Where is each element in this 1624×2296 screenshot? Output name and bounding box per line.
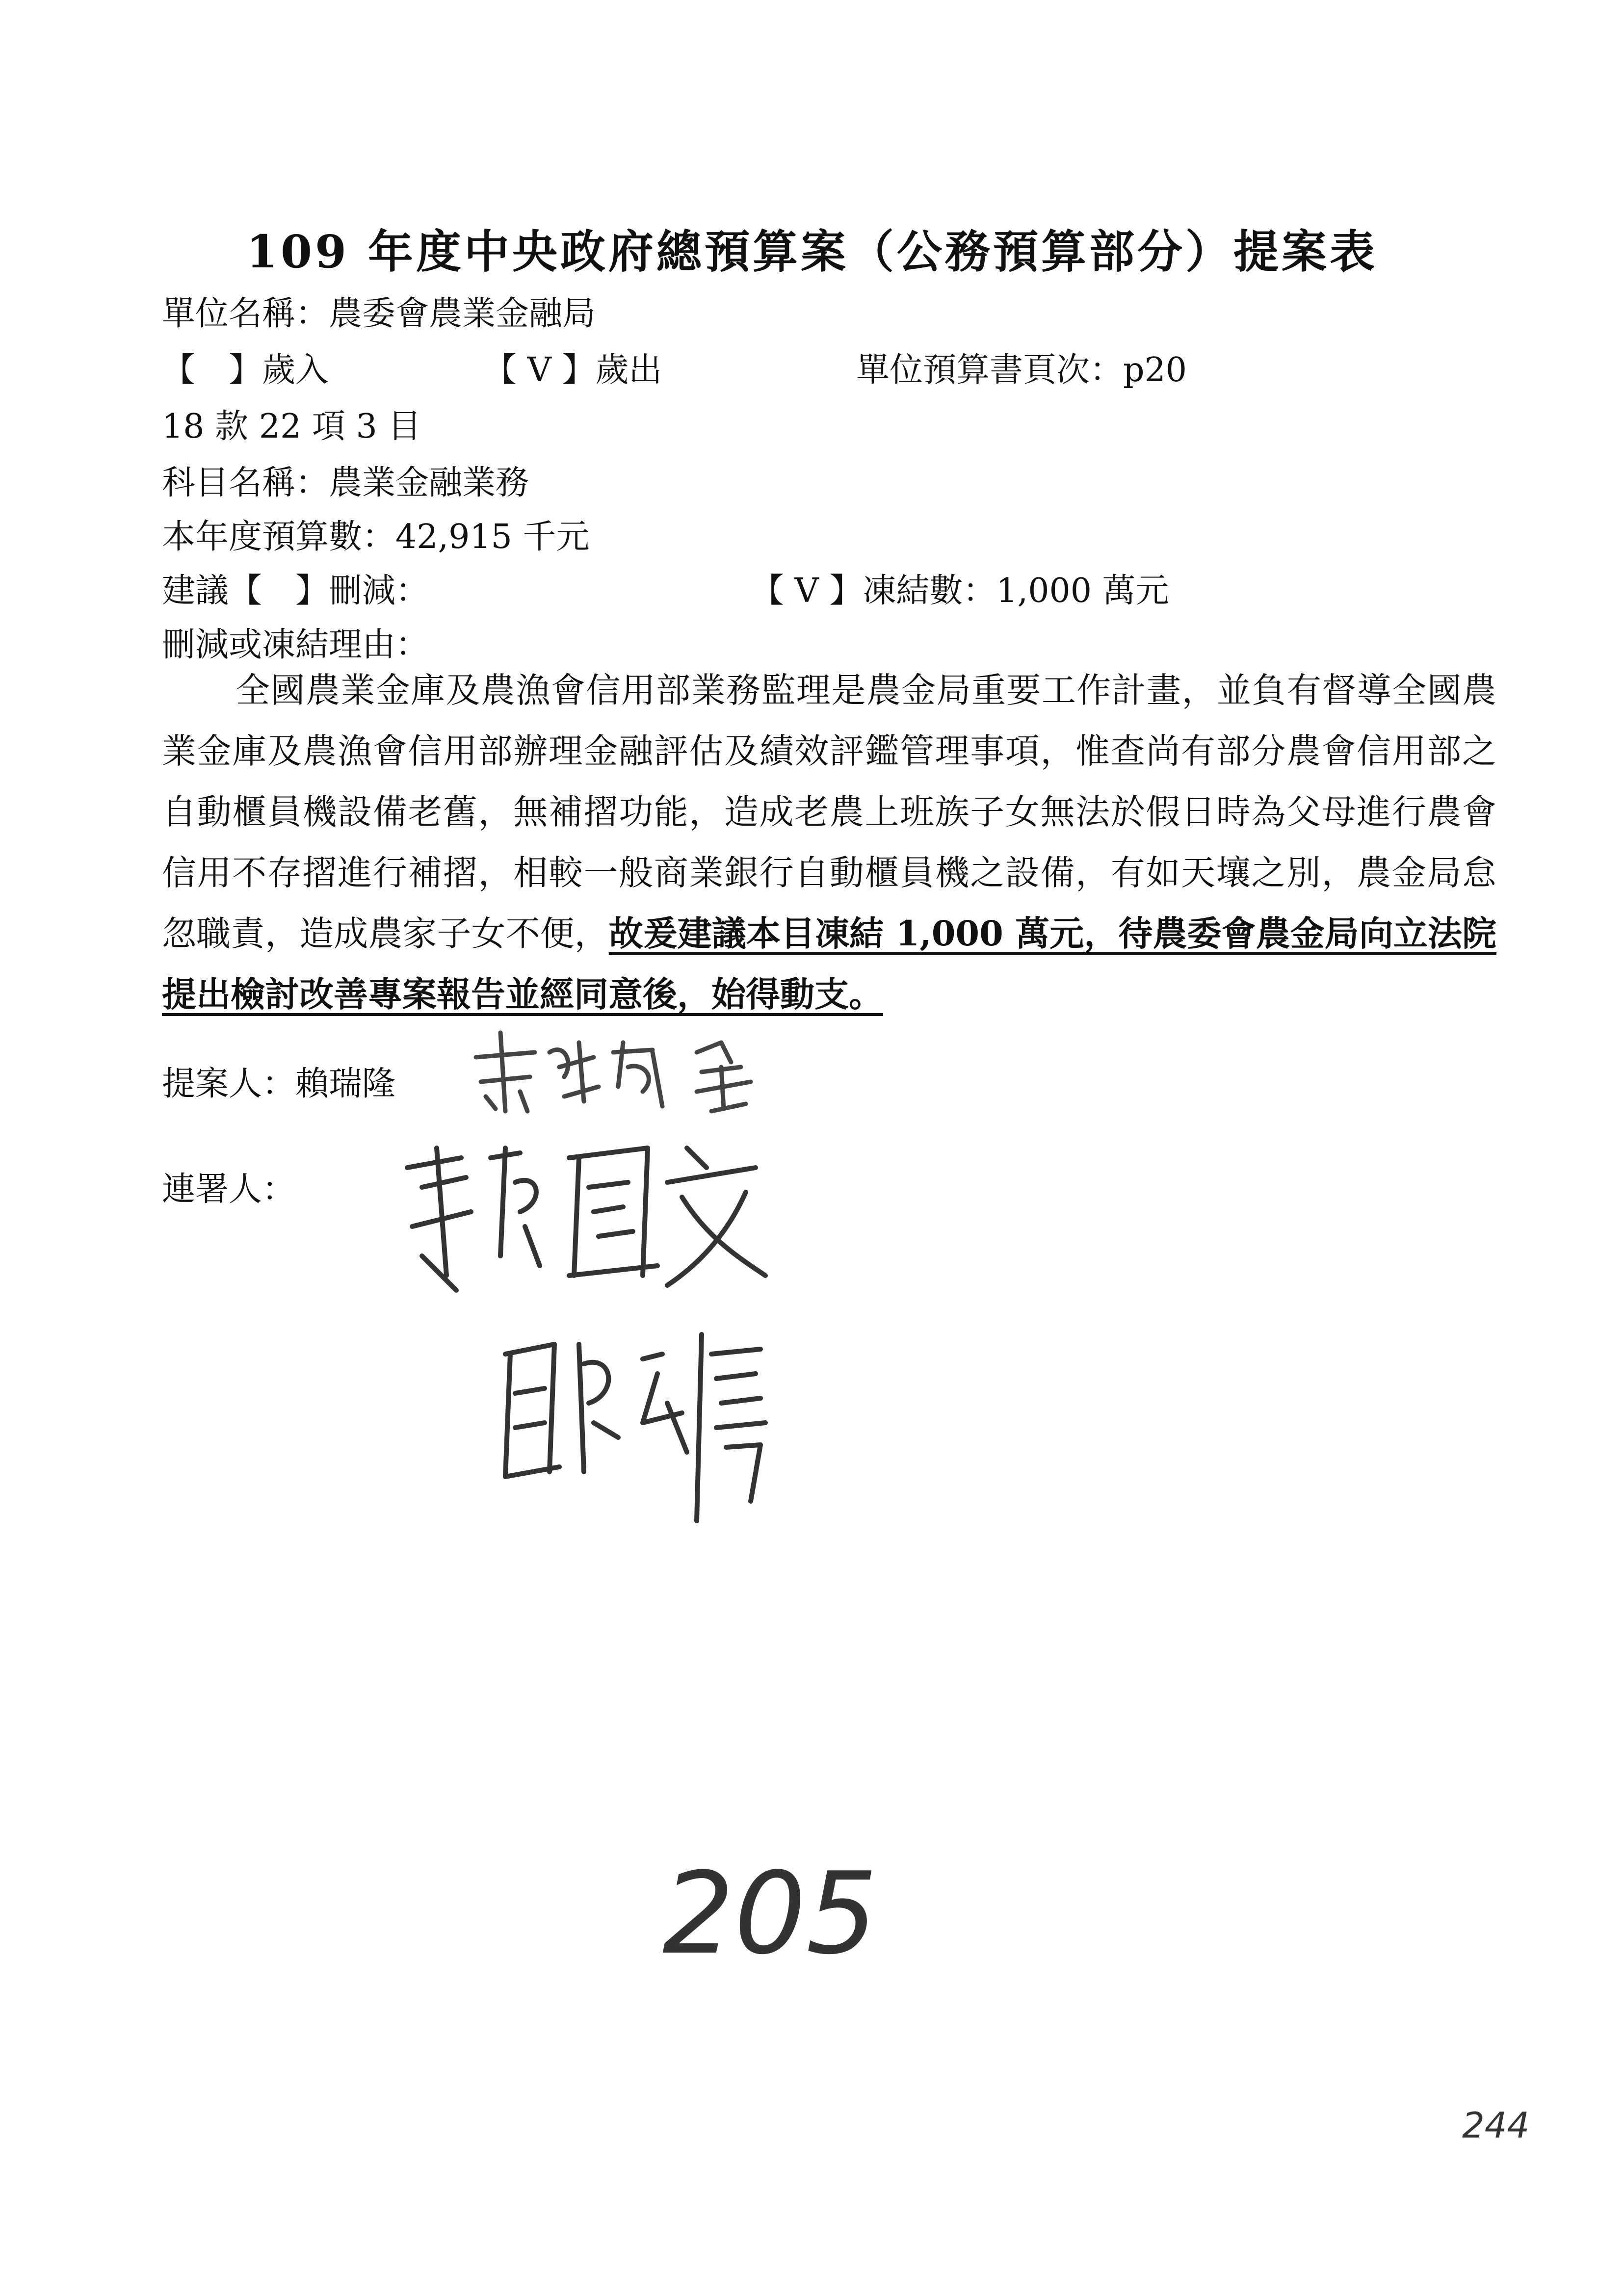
subject-name: 科目名稱：農業金融業務	[162, 464, 529, 502]
page-number-text: 205	[662, 1849, 878, 1980]
annual-budget: 本年度預算數：42,915 千元	[162, 518, 590, 556]
handwritten-page-number	[653, 1849, 888, 1980]
item-code: 18 款 22 項 3 目	[162, 407, 421, 446]
proposer: 提案人：賴瑞隆	[162, 1065, 396, 1103]
reason-emphasis: 故爰建議本目凍結 1,000 萬元，待農委會農金局向立法院提出檢討改善專案報告並經同意後，始得動支。	[162, 913, 1497, 1015]
reason-paragraph	[162, 660, 1496, 1025]
reason-text: 全國農業金庫及農漁會信用部業務監理是農金局重要工作計畫，並負有督導全國農業金庫及農漁會信用部辦理金融評估及績效評鑑管理事項，惟查尚有部分農會信用部之自動櫃員機設備老舊，無補摺功能，造成老農上班族子女無法於假日時為父母進行農會信用不存摺進行補摺，相較一般商業銀行自動櫃員機之設備，有如天壤之別，農金局怠忽職責，造成農家子女不便，	[162, 670, 1496, 954]
cut-suggestion: 建議【 】刪減：	[162, 572, 429, 610]
page-title: 109 年度中央政府總預算案（公務預算部分）提案表	[246, 225, 1378, 278]
proposer-signature	[466, 1023, 770, 1123]
cosigner-signature-1	[393, 1128, 775, 1307]
income-checkbox-label: 【 】歲入	[162, 351, 329, 390]
expense-checkbox-label: 【 V 】歲出	[483, 351, 662, 390]
reason-label: 刪減或凍結理由：	[162, 626, 429, 664]
cosigner-signature-2	[496, 1325, 770, 1533]
corner-page-mark: 244	[1462, 2105, 1530, 2146]
cosigner-label: 連署人：	[162, 1170, 296, 1209]
freeze-amount: 【 V 】凍結數：1,000 萬元	[751, 572, 1169, 610]
unit-name: 單位名稱：農委會農業金融局	[162, 294, 596, 333]
budget-page-reference: 單位預算書頁次：p20	[856, 351, 1187, 390]
